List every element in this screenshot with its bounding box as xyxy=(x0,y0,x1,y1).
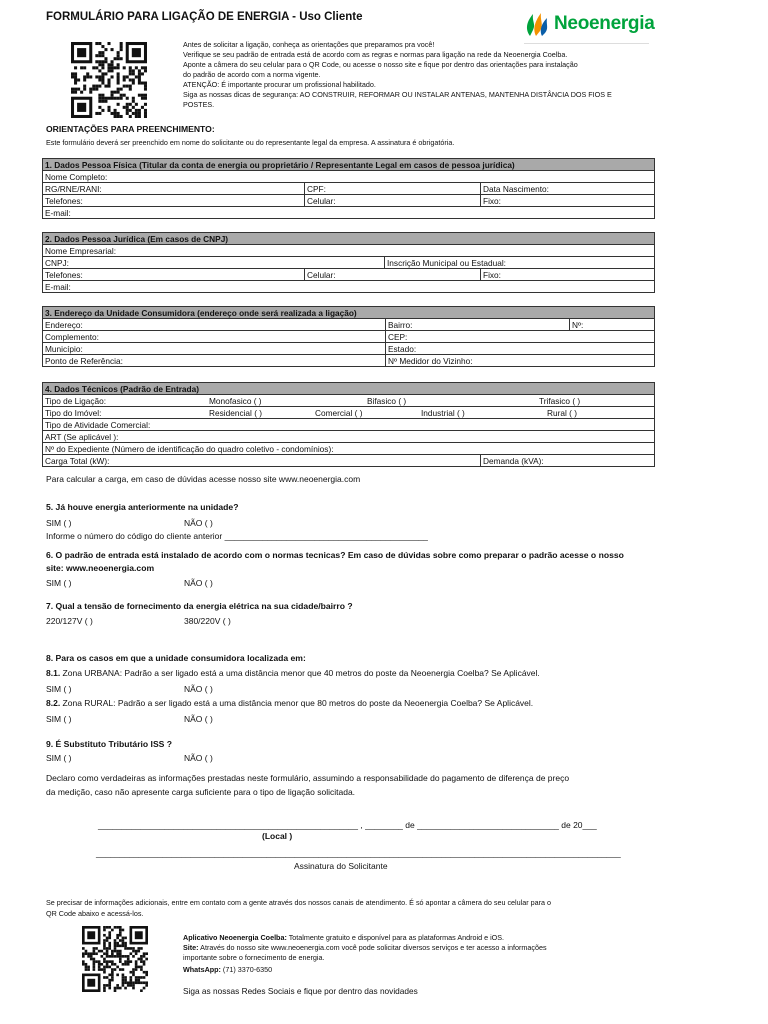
field-bairro[interactable]: Bairro: xyxy=(386,319,570,331)
footer-contact: QR Code abaixo e acessá-los. xyxy=(46,909,144,918)
q8-urbana-text: Zona URBANA: Padrão a ser ligado está a uma distância menor que 40 metros do poste da Neoenergia Coelba? Se Aplicável. xyxy=(60,668,540,678)
field-telefones[interactable]: Telefones: xyxy=(43,269,305,281)
checkbox-rural[interactable]: Rural ( ) xyxy=(547,408,577,418)
q5-nao[interactable]: NÃO ( ) xyxy=(184,518,213,528)
field-cep[interactable]: CEP: xyxy=(386,331,655,343)
whatsapp-label: WhatsApp: xyxy=(183,965,221,974)
q6-nao[interactable]: NÃO ( ) xyxy=(184,578,213,588)
logo-wordmark: Neoenergia xyxy=(554,13,655,34)
section2-table xyxy=(42,232,655,293)
footer-contact: Se precisar de informações adicionais, entre em contato com a gente através dos nossos canais de atendimento. É só apontar a câmera do seu celular para o xyxy=(46,898,552,907)
q8-rural-sim[interactable]: SIM ( ) xyxy=(46,714,72,724)
row-tipo-imovel xyxy=(43,407,655,419)
intro-line: Verifique se seu padrão de entrada está de acordo com as regras e normas para ligação na rede da Neoenergia Coelba. xyxy=(183,50,568,59)
field-cnpj[interactable]: CNPJ: xyxy=(43,257,385,269)
app-label: Aplicativo Neoenergia Coelba: xyxy=(183,933,287,942)
checkbox-residencial[interactable]: Residencial ( ) xyxy=(209,408,263,418)
intro-line: POSTES. xyxy=(183,100,215,109)
field-telefones[interactable]: Telefones: xyxy=(43,195,305,207)
field-estado[interactable]: Estado: xyxy=(386,343,655,355)
field-nome-empresarial[interactable]: Nome Empresarial: xyxy=(43,245,655,257)
declaracao-line: Declaro como verdadeiras as informações prestadas neste formulário, assumindo a responsabilidade do pagamento de diferença de preço xyxy=(46,773,570,783)
qr-code-orientacoes xyxy=(64,42,154,118)
local-data-line[interactable]: _______________________________________________________ , ________ de ______________________________ de 20___ xyxy=(98,820,597,830)
q8-urbana-nao[interactable]: NÃO ( ) xyxy=(184,684,213,694)
site-text: Através do nosso site www.neoenergia.com você pode solicitar diversos serviços e ter acesso a informações xyxy=(198,943,547,952)
section2-title: 2. Dados Pessoa Jurídica (Em casos de CNPJ) xyxy=(43,233,655,245)
neoenergia-logo xyxy=(524,8,654,40)
q9-title: 9. É Substituto Tributário ISS ? xyxy=(46,739,173,749)
field-inscricao[interactable]: Inscrição Municipal ou Estadual: xyxy=(385,257,655,269)
q5-sim[interactable]: SIM ( ) xyxy=(46,518,72,528)
field-carga-total[interactable]: Carga Total (kW): xyxy=(43,455,481,467)
section4-table xyxy=(42,382,655,467)
q6-title: 6. O padrão de entrada está instalado de acordo com o normas tecnicas? Em caso de dúvidas sobre como preparar o padrão acesse o nosso xyxy=(46,550,624,560)
checkbox-industrial[interactable]: Industrial ( ) xyxy=(421,408,465,418)
intro-line: ATENÇÃO: É importante procurar um profissional habilitado. xyxy=(183,80,376,89)
section3-table xyxy=(42,306,655,367)
footer-site xyxy=(183,943,547,953)
q8-rural-number: 8.2. xyxy=(46,698,61,708)
field-nome-completo[interactable]: Nome Completo: xyxy=(43,171,655,183)
field-art[interactable]: ART (Se aplicável ): xyxy=(43,431,655,443)
assinatura-label: Assinatura do Solicitante xyxy=(294,861,388,871)
q8-urbana-number: 8.1. xyxy=(46,668,61,678)
field-fixo[interactable]: Fixo: xyxy=(481,195,655,207)
field-fixo[interactable]: Fixo: xyxy=(481,269,655,281)
intro-line: do padrão de acordo com a norma vigente. xyxy=(183,70,321,79)
field-data-nascimento[interactable]: Data Nascimento: xyxy=(481,183,655,195)
assinatura-line[interactable]: _______________________________________________________________________________________________________________ xyxy=(96,848,621,858)
field-medidor-vizinho[interactable]: Nº Medidor do Vizinho: xyxy=(386,355,655,367)
field-cpf[interactable]: CPF: xyxy=(305,183,481,195)
section1-table xyxy=(42,158,655,219)
field-email[interactable]: E-mail: xyxy=(43,207,655,219)
field-expediente[interactable]: Nº do Expediente (Número de identificação do quadro coletivo - condomínios): xyxy=(43,443,655,455)
footer-social: Siga as nossas Redes Sociais e fique por dentro das novidades xyxy=(183,986,418,996)
intro-line: Siga as nossas dicas de segurança: AO CONSTRUIR, REFORMAR OU INSTALAR ANTENAS, MANTENHA DISTÂNCIA DOS FIOS E xyxy=(183,90,612,99)
field-atividade-comercial[interactable]: Tipo de Atividade Comercial: xyxy=(43,419,655,431)
field-referencia[interactable]: Ponto de Referência: xyxy=(43,355,386,367)
field-demanda[interactable]: Demanda (kVA): xyxy=(481,455,655,467)
footer-site-2: importante sobre o fornecimento de energia. xyxy=(183,953,325,962)
whatsapp-text: (71) 3370-6350 xyxy=(220,965,273,974)
orientacoes-title: ORIENTAÇÕES PARA PREENCHIMENTO: xyxy=(46,124,215,134)
neoenergia-flame-icon xyxy=(524,10,550,38)
q6-title-site: site: www.neoenergia.com xyxy=(46,563,155,573)
footer-whatsapp xyxy=(183,965,272,975)
footer-app xyxy=(183,933,504,943)
label-tipo-imovel: Tipo do Imóvel: xyxy=(45,408,102,418)
q9-nao[interactable]: NÃO ( ) xyxy=(184,753,213,763)
field-municipio[interactable]: Município: xyxy=(43,343,386,355)
field-complemento[interactable]: Complemento: xyxy=(43,331,386,343)
intro-line: Antes de solicitar a ligação, conheça as orientações que preparamos pra você! xyxy=(183,40,435,49)
carga-note: Para calcular a carga, em caso de dúvidas acesse nosso site www.neoenergia.com xyxy=(46,474,361,484)
label-tipo-ligacao: Tipo de Ligação: xyxy=(45,396,107,406)
field-email[interactable]: E-mail: xyxy=(43,281,655,293)
q5-title: 5. Já houve energia anteriormente na unidade? xyxy=(46,502,239,512)
checkbox-comercial[interactable]: Comercial ( ) xyxy=(315,408,363,418)
form-title: FORMULÁRIO PARA LIGAÇÃO DE ENERGIA - Uso Cliente xyxy=(46,11,363,23)
q7-380v[interactable]: 380/220V ( ) xyxy=(184,616,231,626)
q8-urbana-sim[interactable]: SIM ( ) xyxy=(46,684,72,694)
qr-code-atendimento xyxy=(72,926,158,992)
section3-title: 3. Endereço da Unidade Consumidora (endereço onde será realizada a ligação) xyxy=(43,307,655,319)
app-text: Totalmente gratuito e disponível para as plataformas Android e iOS. xyxy=(286,933,505,942)
section1-title: 1. Dados Pessoa Física (Titular da conta de energia ou proprietário / Representante Legal em casos de pessoa jurídica) xyxy=(43,159,655,171)
declaracao-line: da medição, caso não apresente carga suficiente para o tipo de ligação solicitada. xyxy=(46,787,356,797)
q7-title: 7. Qual a tensão de fornecimento da energia elétrica na sua cidade/bairro ? xyxy=(46,601,353,611)
checkbox-monofasico[interactable]: Monofasico ( ) xyxy=(209,396,262,406)
q8-rural-text: Zona RURAL: Padrão a ser ligado está a uma distância menor que 80 metros do poste da Neoenergia Coelba? Se Aplicável. xyxy=(60,698,534,708)
q7-220v[interactable]: 220/127V ( ) xyxy=(46,616,93,626)
checkbox-trifasico[interactable]: Trifasico ( ) xyxy=(539,396,581,406)
orientacoes-text: Este formulário deverá ser preenchido em nome do solicitante ou do representante legal da empresa. A assinatura é obrigatória. xyxy=(46,138,455,147)
checkbox-bifasico[interactable]: Bifasico ( ) xyxy=(367,396,407,406)
site-label: Site: xyxy=(183,943,199,952)
field-endereco[interactable]: Endereço: xyxy=(43,319,386,331)
q8-rural xyxy=(46,698,533,709)
field-numero[interactable]: Nº: xyxy=(570,319,655,331)
q9-sim[interactable]: SIM ( ) xyxy=(46,753,72,763)
field-rg[interactable]: RG/RNE/RANI: xyxy=(43,183,305,195)
intro-line: Aponte a câmera do seu celular para o QR Code, ou acesse o nosso site e fique por dentro das orientações para instalação xyxy=(183,60,578,69)
q5-codigo-cliente[interactable]: Informe o número do código do cliente anterior ___________________________________________ xyxy=(46,531,428,541)
row-tipo-ligacao xyxy=(43,395,655,407)
q6-sim[interactable]: SIM ( ) xyxy=(46,578,72,588)
q8-rural-nao[interactable]: NÃO ( ) xyxy=(184,714,213,724)
q8-title: 8. Para os casos em que a unidade consumidora localizada em: xyxy=(46,653,306,663)
field-celular[interactable]: Celular: xyxy=(305,269,481,281)
logo-divider xyxy=(524,43,649,44)
section4-title: 4. Dados Técnicos (Padrão de Entrada) xyxy=(43,383,655,395)
field-celular[interactable]: Celular: xyxy=(305,195,481,207)
q8-urbana xyxy=(46,668,540,679)
local-label: (Local ) xyxy=(262,831,293,841)
